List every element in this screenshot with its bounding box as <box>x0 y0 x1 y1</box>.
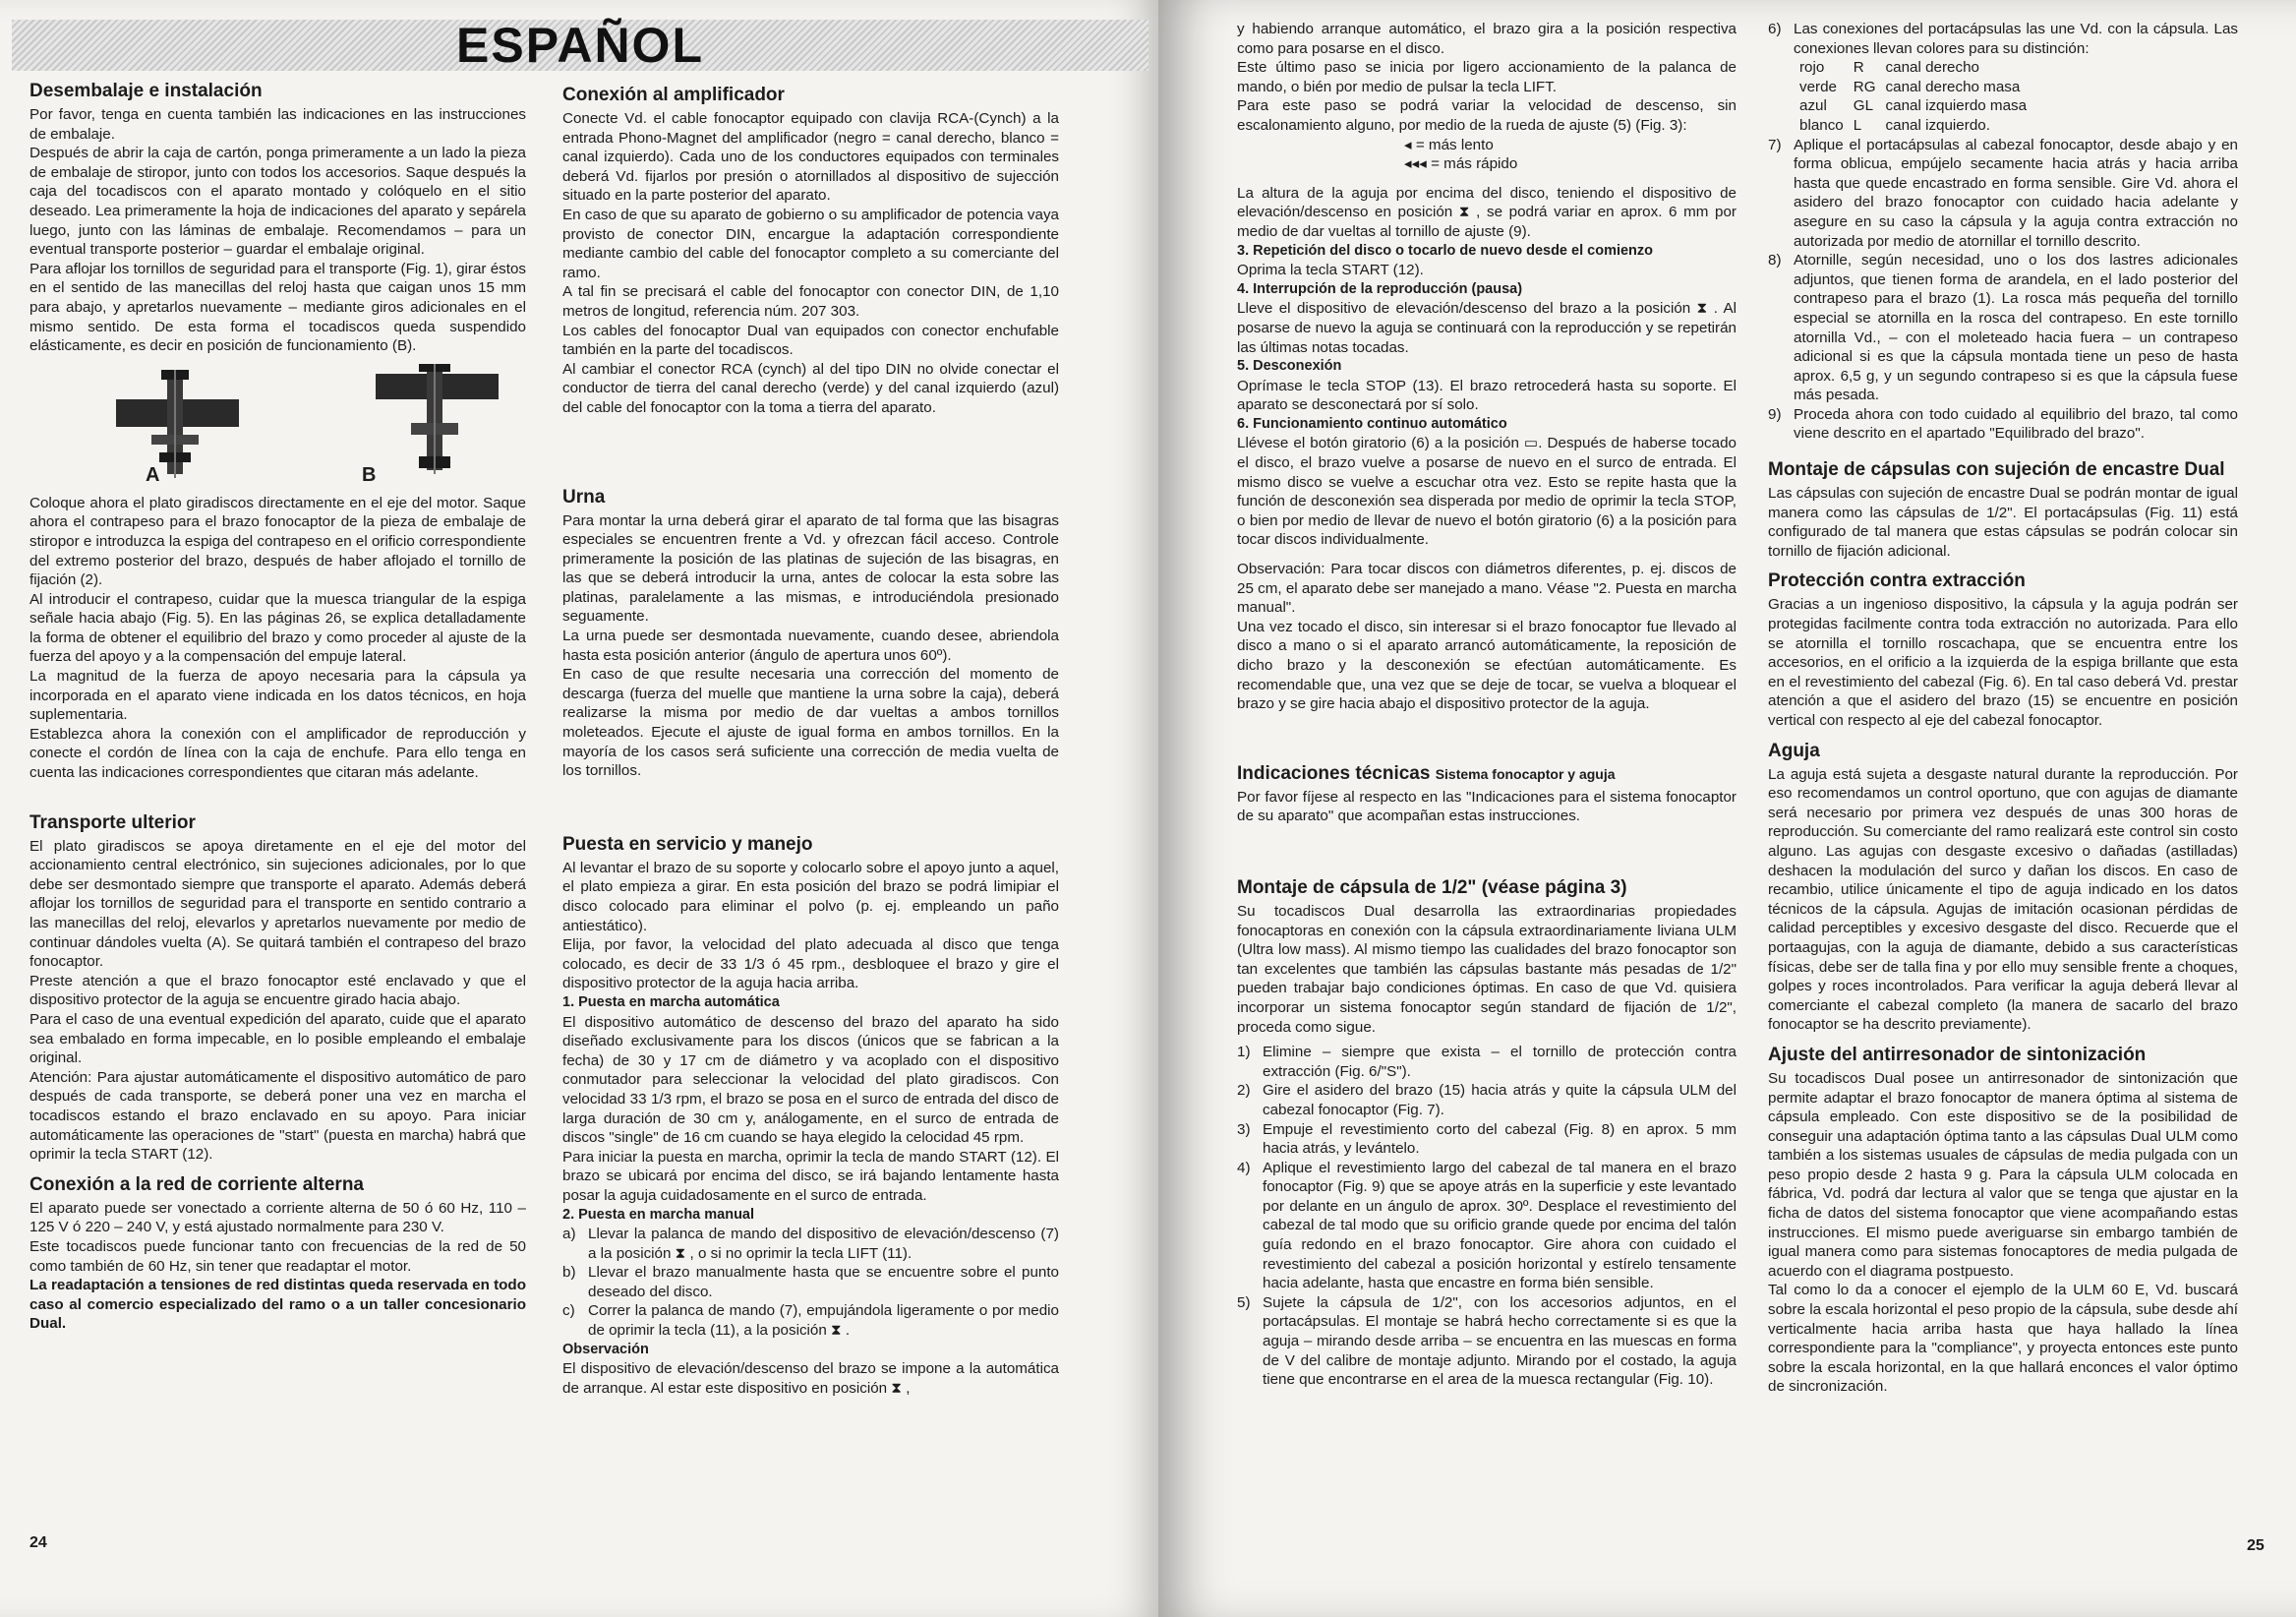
section-mains <box>29 1172 526 1334</box>
section-unpacking <box>29 79 526 356</box>
section-technical <box>1237 761 1737 826</box>
wire-color-table <box>1799 58 2036 135</box>
list-item: 2) Gire el asidero del brazo (15) hacia atrás y quite la cápsula ULM del cabezal fonocaptor (Fig. 7). <box>1237 1082 1737 1118</box>
list-item: a) Llevar la palanca de mando del dispositivo de elevación/descenso (7) a la posición ⧗ , o si no oprimir la tecla LIFT (11). <box>562 1226 1059 1262</box>
paragraph: En caso de que su aparato de gobierno o su amplificador de potencia vaya provisto de conector DIN, encargue la adaptación correspondiente mediante cambio del cable del fonocaptor completo a su comerciante del ramo. <box>562 206 1059 281</box>
paragraph: Por favor fíjese al respecto en las "Indicaciones para el sistema fonocaptor de su aparato" que acompañan estas instrucciones. <box>1237 788 1737 825</box>
section-cover <box>562 485 1059 781</box>
subheading-stop: 5. Desconexión <box>1237 358 1342 375</box>
paragraph: La magnitud de la fuerza de apoyo necesaria para la cápsula ya incorporada en el aparato viene indicada en los datos técnicos, en hoja suplementaria. <box>29 668 526 724</box>
paragraph: Para iniciar la puesta en marcha, oprimir la tecla de mando START (12). El brazo se ubicará por encima del disco, se irá bajando lentamente hasta posar la aguja cuidadosamente en el surco de entrada. <box>562 1148 1059 1204</box>
paragraph: Tal como lo da a conocer el ejemplo de la ULM 60 E, Vd. buscará sobre la escala horizontal el peso propio de la cápsula, sube desde ahí verticalmente hacia arriba hasta que haya hallado la línea correspondiente para la "compliance", y proyecta entonces este punto sobre la escala horizontal, en la que hallará enconces el valor óptimo de sincronización. <box>1768 1282 2238 1396</box>
right-column-1 <box>1237 20 1737 1398</box>
paragraph: En caso de que resulte necesaria una corrección del momento de descarga (fuerza del muelle que mantiene la urna sobre la caja), deberá realizarse la misma por medio de dar vueltas a ambos tornillos moleteados. Ejecute el ajuste de igual forma en ambos tornillos. En la mayoría de los casos será suficiente una corrección de media vuelta de los tornillos. <box>562 666 1059 780</box>
paragraph: Oprímase le tecla STOP (13). El brazo retrocederá hasta su soporte. El aparato se desconectará por sí solo. <box>1237 377 1737 414</box>
left-column-1 <box>29 79 526 1342</box>
heading-transport: Transporte ulterior <box>29 811 196 833</box>
paragraph: y habiendo arranque automático, el brazo gira a la posición respectiva como para posarse en el disco. <box>1237 21 1737 57</box>
paragraph: El dispositivo de elevación/descenso del brazo se impone a la automática de arranque. Al estar este dispositivo en posición ⧗ , <box>562 1360 1059 1397</box>
section-transport <box>29 810 526 1165</box>
page-number-left: 24 <box>29 1534 47 1551</box>
table-row: verde RG canal derecho masa <box>1799 78 2021 95</box>
page-number-right: 25 <box>2247 1537 2265 1554</box>
left-column-2 <box>562 83 1059 1406</box>
paragraph: Gracias a un ingenioso dispositivo, la cápsula y la aguja podrán ser protegidas facilmente contra toda extracción no autorizada. Para ello se atornilla el tornillo roscachapa, que se encuentra entre los accesorios, en el orificio a la izquierda de la espiga brillante que esta en el revestimiento del cabezal (Fig. 6). En tal caso deberá Vd. prestar atención a que el asidero del brazo (15) se encuentre en posición vertical con respecto al eje del cabezal fonocaptor. <box>1768 596 2238 729</box>
heading-anti-theft: Protección contra extracción <box>1768 570 2026 592</box>
section-operation <box>562 832 1059 1399</box>
subheading-continuous: 6. Funcionamiento continuo automático <box>1237 415 1507 432</box>
subheading-auto-start: 1. Puesta en marcha automática <box>562 993 780 1010</box>
language-banner <box>12 20 1148 71</box>
paragraph: Elija, por favor, la velocidad del plato adecuada al disco que tenga colocado, es decir de 33 1/3 ó 45 rpm., desbloquee el brazo y gire el dispositivo protector de la aguja hacia arriba. <box>562 936 1059 992</box>
section-setup-continued <box>29 494 526 783</box>
paragraph: Para aflojar los tornillos de seguridad para el transporte (Fig. 1), girar éstos en el sentido de las manecillas del reloj hasta que caigan unos 15 mm para abajo, y apretarlos nuevamente – mediante giros adicionales en el mismo sentido. De esta forma el tocadiscos queda suspendido elásticamente, es decir en posición de funcionamiento (B). <box>29 260 526 355</box>
heading-technical: Indicaciones técnicas Sistema fonocaptor y aguja <box>1237 762 1616 784</box>
subheading-pause: 4. Interrupción de la reproducción (pausa) <box>1237 280 1523 297</box>
paragraph: Para el caso de una eventual expedición del aparato, cuide que el aparato sea embalado en forma impecable, en lo posible empleando el embalaje original. <box>29 1010 526 1067</box>
list-item: 5) Sujete la cápsula de 1/2", con los accesorios adjuntos, en el portacápsulas. El montaje se habrá hecho correctamente si es que la aguja – mirando desde arriba – se encuentra en las muescas en forma de V del calibre de montaje adjunto. Mirando por el costado, la aguja tiene que encontrarse en el area de la muesca rectangular (Fig. 10). <box>1237 1293 1737 1389</box>
figure-transport-screws <box>29 364 526 494</box>
list-item: b) Llevar el brazo manualmente hasta que se encuentre sobre el punto deseado del disco. <box>562 1264 1059 1300</box>
paragraph: Coloque ahora el plato giradiscos directamente en el eje del motor. Saque ahora el contrapeso para el brazo fonocaptor de la pieza de embalaje de stiropor e introduzca la espiga del contrapeso en el orificio correspondiente del extremo posterior del brazo, después de haber aflojado el tornillo de fijación (2). <box>29 494 526 589</box>
paragraph-observation: Observación: Para tocar discos con diámetros diferentes, p. ej. discos de 25 cm, el aparato debe ser manejado a mano. Véase "2. Puesta en marcha manual". <box>1237 561 1737 617</box>
section-stylus <box>1768 739 2238 1035</box>
subheading-repeat: 3. Repetición del disco o tocarlo de nuevo desde el comienzo <box>1237 242 1654 259</box>
paragraph: El plato giradiscos se apoya diretamente en el eje del motor del accionamiento central electrónico, sin sujeciones adicionales, por lo que debe ser desmontado siempre que transporte el aparato. Además deberá aflojar los tornillos de seguridad para el transporte en sentido contrario a las manecillas del reloj, elevarlos y apretarlos nuevamente por medio de continuar dándoles vuelta (A). Se quitará también el contrapeso del brazo fonocaptor. <box>29 837 526 971</box>
paragraph: Lleve el dispositivo de elevación/descenso del brazo a la posición ⧗ . Al posarse de nuevo la aguja se continuará con la reproducción y se repetirán las últimas notas tocadas. <box>1237 300 1737 356</box>
section-resonator <box>1768 1043 2238 1397</box>
paragraph: Su tocadiscos Dual desarrolla las extraordinarias propiedades fonocaptoras en conexión con la cápsula extraordinariamente liviana ULM (Ultra low mass). Al mismo tiempo las cualidades del brazo fonocaptor son tan excelentes que también las cápsulas bastante más pesadas de 1/2" pueden trabajar bajo condiciones óptimas. En caso de que Vd. quisiera incorporar un sistema fonocaptor según standard de fijación de 1/2", proceda como sigue. <box>1237 902 1737 1036</box>
heading-dual-clip: Montaje de cápsulas con sujeción de encastre Dual <box>1768 459 2225 481</box>
section-dual-clip <box>1768 457 2238 561</box>
table-row: azul GL canal izquierdo masa <box>1799 97 2028 115</box>
paragraph: Atención: Para ajustar automáticamente el dispositivo automático de paro después de cada transporte, se deberá poner una vez en marcha el tocadiscos estando el brazo enclavado en su apoyo. Para iniciar automáticamente las operaciones de "start" (puesta en marcha) habrá que oprimir la tecla START (12). <box>29 1068 526 1164</box>
figure-a-illustration <box>116 370 239 484</box>
paragraph: Para montar la urna deberá girar el aparato de tal forma que las bisagras especiales se encuentren frente a Vd. y ofrezcan fácil acceso. Controle primeramente la posición de las platinas de sujeción de las bisagras, en las que se deberá introducir la urna, antes de colocar la esta sobre las platinas, paralelamente a las mismas, e introduciéndola presionado seguamente. <box>562 511 1059 626</box>
subheading-manual-start: 2. Puesta en marcha manual <box>562 1206 755 1223</box>
paragraph: El aparato puede ser vonectado a corriente alterna de 50 ó 60 Hz, 110 – 125 V ó 220 – 240 V, y está ajustado normalmente para 230 V. <box>29 1199 526 1236</box>
paragraph: Los cables del fonocaptor Dual van equipados con conector enchufable también en la parte del tocadiscos. <box>562 322 1059 359</box>
section-anti-theft <box>1768 569 2238 730</box>
heading-stylus: Aguja <box>1768 740 1820 761</box>
list-item: 1) Elimine – siempre que exista – el tornillo de protección contra extracción (Fig. 6/"S"). <box>1237 1044 1737 1080</box>
paragraph: Al cambiar el conector RCA (cynch) al del tipo DIN no olvide conectar el conductor de tierra del canal derecho (verde) y del canal izquierdo (azul) del cable del fonocaptor con la toma a tierra del aparato. <box>562 360 1059 416</box>
table-row: rojo R canal derecho <box>1799 59 1979 77</box>
heading-mains: Conexión a la red de corriente alterna <box>29 1173 364 1195</box>
paragraph: Una vez tocado el disco, sin interesar si el brazo fonocaptor fue llevado al disco a mano o si el aparato arrancó automáticamente, la reposición de dicho brazo y la desconexión se efectúan automáticamente. Es recomendable que, una vez que se deje de tocar, se vuelva a bloquear el brazo y se gire hacia abajo el dispositivo protector de la aguja. <box>1237 618 1737 713</box>
paragraph: El dispositivo automático de descenso del brazo del aparato ha sido diseñado exclusivamente para los discos (únicos que se fabrican a la fecha) de 30 y 17 cm de diámetro y va acoplado con el dispositivo conmutador para seleccionar la velocidad del plato giradiscos. Con velocidad 33 1/3 rpm, el brazo se posa en el surco de entrada del disco de larga duración de 30 cm y, análogamente, en el surco de entrada de discos "single" de 16 cm cuando se haya elegido la celocidad 45 rpm. <box>562 1013 1059 1147</box>
heading-half-inch: Montaje de cápsula de 1/2" (véase página 3) <box>1237 876 1627 898</box>
paragraph: Preste atención a que el brazo fonocaptor esté enclavado y que el dispositivo protector de la aguja se encuentre girado hacia abajo. <box>29 972 526 1009</box>
paragraph: Llévese el botón giratorio (6) a la posición ▭. Después de haberse tocado el disco, el brazo vuelve a posarse de nuevo en el surco de entrada. El mismo disco se vuelve a escuchar otra vez. Esto se repite hasta que la función de desconexión sea disperada por medio de oprimir la tecla STOP, o bien por medio de llevar de nuevo el botón giratorio (6) a la posición para tocar discos individualmente. <box>1237 435 1737 549</box>
paragraph: Las cápsulas con sujeción de encastre Dual se podrán montar de igual manera como las cápsulas de 1/2". El portacápsulas (Fig. 11) está configurado de tal manera que estas cápsulas se podrán colocar sin tornillo de fijación adicional. <box>1768 485 2238 560</box>
speed-slower: ◂ = más lento <box>1404 136 1494 153</box>
right-column-2 <box>1768 20 2238 1405</box>
paragraph: Al introducir el contrapeso, cuidar que la muesca triangular de la espiga señale hacia abajo (Fig. 5). En las páginas 26, se explica detalladamente la forma de obtener el equilibrio del brazo y como proceder al ajuste de la fuerza del apoyo y a la compensación del empuje lateral. <box>29 590 526 666</box>
list-item: 9) Proceda ahora con todo cuidado al equilibrio del brazo, tal como viene descrito en el apartado "Equilibrado del brazo". <box>1768 405 2238 443</box>
list-item: c) Correr la palanca de mando (7), empujándola ligeramente o por medio de oprimir la tecla (11), a la posición ⧗ . <box>562 1302 1059 1340</box>
heading-amplifier: Conexión al amplificador <box>562 85 785 105</box>
paragraph: Después de abrir la caja de cartón, ponga primeramente a un lado la pieza de embalaje de stiropor, junto con todos los accesorios. Saque después la caja del tocadiscos con el aparato montado y colóquelo en el sitio deseado. Lea primeramente la hoja de indicaciones del aparato y sepárela luego, junto con las láminas de embalaje. Recomendamos – para un eventual transporte posterior – guardar el embalaje original. <box>29 145 526 259</box>
subheading-observation: Observación <box>562 1341 649 1357</box>
section-amplifier <box>562 83 1059 418</box>
heading-unpacking: Desembalaje e instalación <box>29 81 263 101</box>
paragraph: A tal fin se precisará el cable del fonocaptor con conector DIN, de 1,10 metros de longitud, referencia núm. 207 303. <box>562 283 1059 320</box>
page-right <box>1158 0 2296 1617</box>
speed-faster: ◂◂◂ = más rápido <box>1404 155 1518 173</box>
table-row: blanco L canal izquierdo. <box>1799 116 1990 134</box>
heading-resonator: Ajuste del antirresonador de sintonización <box>1768 1044 2147 1065</box>
figure-label-a: A <box>146 463 160 486</box>
figure-b-illustration <box>376 364 499 478</box>
paragraph-bold: La readaptación a tensiones de red distintas queda reservada en todo caso al comercio especializado del ramo o a un taller concesionario Dual. <box>29 1277 526 1333</box>
paragraph: Oprima la tecla START (12). <box>1237 262 1424 279</box>
paragraph: Por favor, tenga en cuenta también las indicaciones en las instrucciones de embalaje. <box>29 106 526 143</box>
list-item: 8) Atornille, según necesidad, uno o los dos lastres adicionales adjuntos, que tienen forma de arandela, en el lado posterior del contrapeso para el brazo (1). La rosca más pequeña del tornillo especial se atornilla en la rosca del contrapeso. En este tornillo atornilla Vd., – con el moleteado hacia fuera – un contrapeso adicional si es que la cápsula montada tiene un peso de hasta aprox. 6,5 g, y un segundo contrapeso si es que la cápsula fuese más pesada. <box>1768 252 2238 404</box>
paragraph: Su tocadiscos Dual posee un antirresonador de sintonización que permite adaptar el brazo fonocaptor de manera óptima al sistema de cápsula empleado. Con este dispositivo se de la posibilidad de conseguir una adaptación óptima tanto a las cápsulas Dual ULM como también a los sistemas usuales de cápsulas de media pulgada con un peso propio desde 2 hasta 9 g. Para la cápsula ULM colocada en fábrica, Vd. podrá dar lectura al valor que se tenga que ajustar en la ficha de datos del sistema fonocaptor que viene acompañando estas instrucciones. El mismo puede averiguarse sin embargo también de igual manera como para sistemas fonocaptores de media pulgada de acuerdo con el diagrama postpuesto. <box>1768 1069 2238 1280</box>
paragraph: Este último paso se inicia por ligero accionamiento de la palanca de mando, o bién por medio de pulsar la tecla LIFT. <box>1237 59 1737 95</box>
section-half-inch <box>1237 875 1737 1390</box>
heading-operation: Puesta en servicio y manejo <box>562 833 813 855</box>
list-item: 6) Las conexiones del portacápsulas las une Vd. con la cápsula. Las conexiones llevan colores para su distinción: <box>1768 21 2238 57</box>
paragraph: La aguja está sujeta a desgaste natural durante la reproducción. Por eso recomendamos un control oportuno, que con agujas de diamante será necesario por primera vez después de unas 300 horas de reproducción. Su comerciante del ramo realizará este control sin costo alguno. Las agujas con desgaste excesivo o dañadas (astilladas) deshacen la modulación del surco y dañan los discos. En caso de recambio, utilice únicamente el tipo de aguja indicado en los datos técnicos de la cápsula. Agujas de imitación ocasionan pérdidas de calidad perceptibles y excesivo desgaste del disco. Recuerde que el portaagujas, con la aguja de diamante, debido a sus características físicas, debe ser de talla fina y por ello muy sensible frente a choques, golpes y roces incontrolados. Para verificar la aguja deberá llevar al comerciante el cabezal completo (la manera de sacarlo del brazo fonocaptor se ha descrito previamente). <box>1768 765 2238 1034</box>
paragraph: Conecte Vd. el cable fonocaptor equipado con clavija RCA-(Cynch) a la entrada Phono-Magnet del amplificador (negro = canal derecho, blanco = canal izquierdo). Cada uno de los conductores equipados con terminales deberá Vd. fijarlos por presión o atornillados al dispositivo de sujección situado en la parte posterior del aparato. <box>562 110 1059 205</box>
figure-label-b: B <box>362 463 377 486</box>
list-item: 4) Aplique el revestimiento largo del cabezal de tal manera en el brazo fonocaptor (Fig. 9) que se apoye atrás en la superficie y este levantado por delante en un ángulo de aprox. 30º. Desplace el revestimiento del cabezal de tal modo que su orificio grande quede por encima del talón guía redondo en el brazo fonocaptor. Gire ahora con cuidado el revestimiento del cabezal a posición horizontal y estírelo tensamente hacia adelante, hasta que encastre en forma bién sensible. <box>1237 1159 1737 1292</box>
paragraph: Este tocadiscos puede funcionar tanto con frecuencias de la red de 50 como también de 60 Hz, sin tener que readaptar el motor. <box>29 1237 526 1275</box>
list-item: 3) Empuje el revestimiento corto del cabezal (Fig. 8) en aprox. 5 mm hacia atrás, y levántelo. <box>1237 1120 1737 1158</box>
paragraph: Establezca ahora la conexión con el amplificador de reproducción y conecte el cordón de línea con la caja de enchufe. Para ello tenga en cuenta las indicaciones correspondientes que citaran más adelante. <box>29 725 526 782</box>
paragraph: La urna puede ser desmontada nuevamente, cuando desee, abriendola hasta esta posición anterior (ángulo de apertura unos 60º). <box>562 628 1059 664</box>
banner-title: ESPAÑOL <box>456 18 704 73</box>
paragraph: Para este paso se podrá variar la velocidad de descenso, sin escalonamiento alguno, por medio de la rueda de ajuste (5) (Fig. 3): <box>1237 97 1737 134</box>
paragraph: Al levantar el brazo de su soporte y colocarlo sobre el apoyo junto a aquel, el plato empieza a girar. En esta posición del brazo se podrá limipiar el disco colocado para eliminar el polvo (p. ej. empleando un paño antiestático). <box>562 859 1059 934</box>
heading-cover: Urna <box>562 486 606 508</box>
list-item: 7) Aplique el portacápsulas al cabezal fonocaptor, desde abajo y en forma oblicua, empújelo secamente hacia atrás y hacia arriba hasta que quede encastrado en forma sensible. Gire Vd. ahora el asidero del brazo fonocaptor con cuidado hacia adelante y asegure en su caso la cápsula y la aguja contra extracción no autorizada por medio de atornillar el tornillo descrito. <box>1768 136 2238 250</box>
paragraph: La altura de la aguja por encima del disco, teniendo el dispositivo de elevación/descenso en posición ⧗ , se podrá variar en aprox. 6 mm por medio de dar vueltas al tornillo de ajuste (9). <box>1237 184 1737 240</box>
